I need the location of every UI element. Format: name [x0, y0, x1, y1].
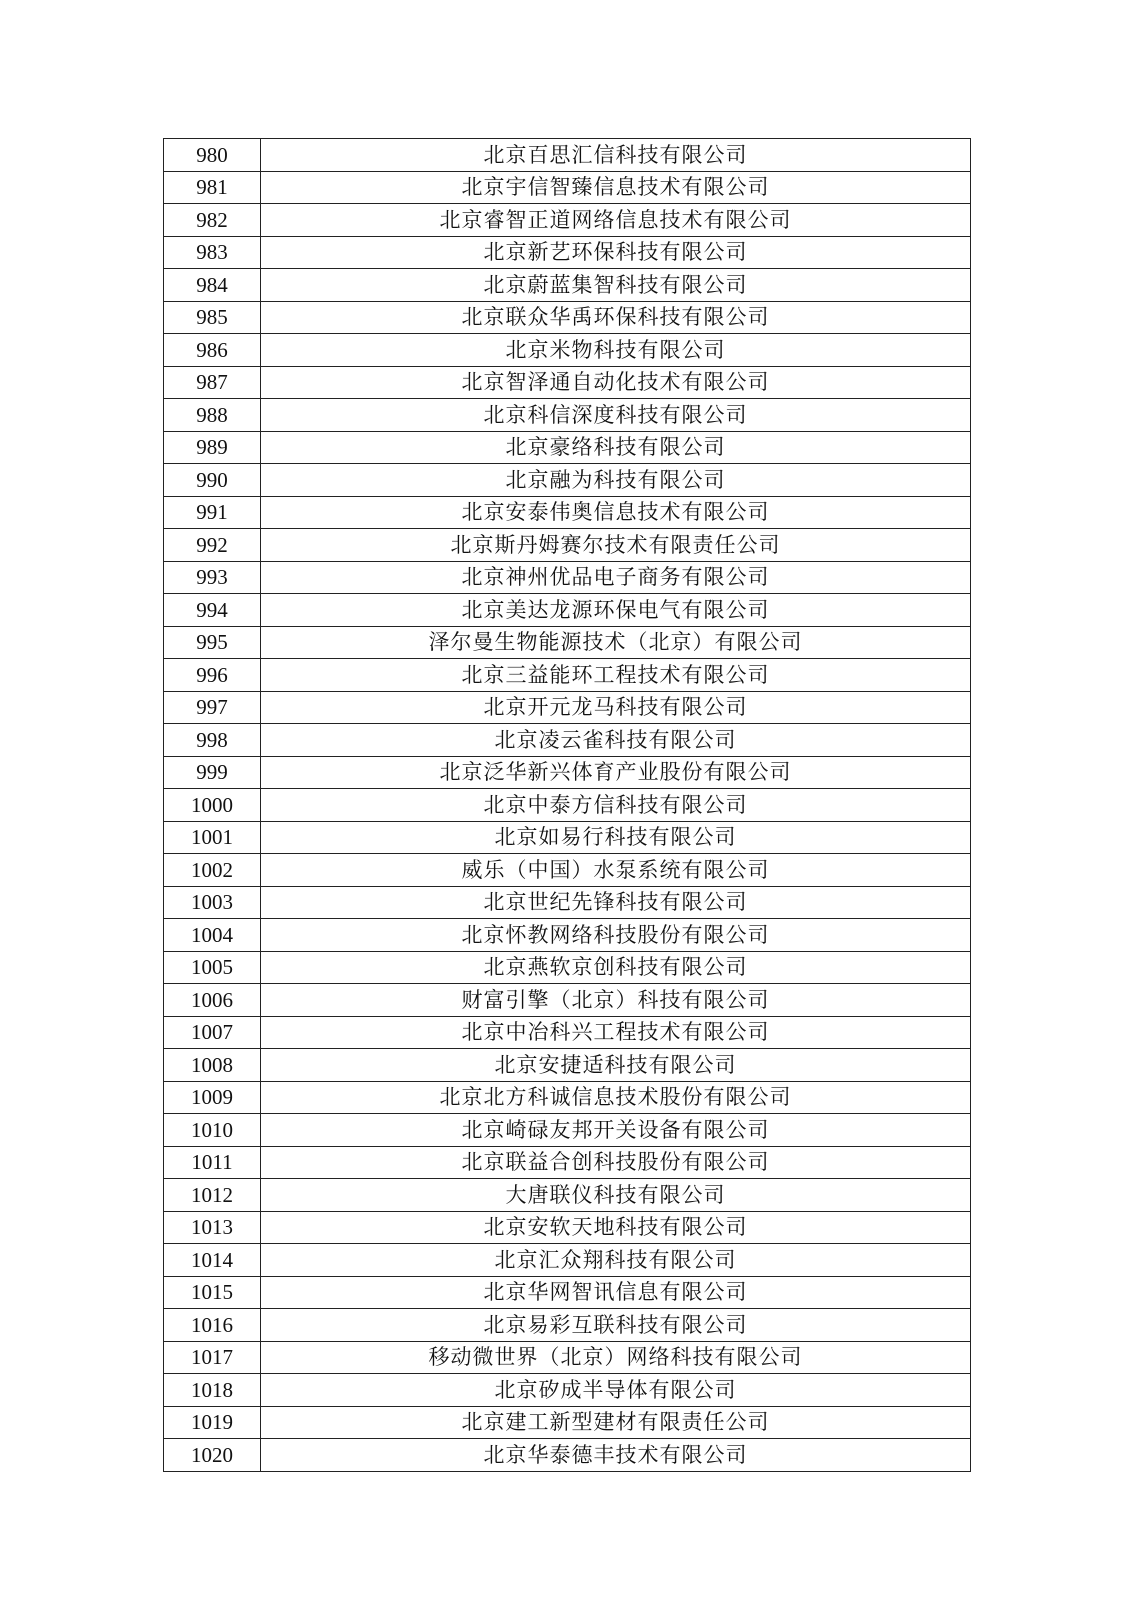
- row-number-cell: 983: [164, 236, 261, 269]
- company-name-cell: 北京美达龙源环保电气有限公司: [261, 594, 971, 627]
- company-name-cell: 北京华泰德丰技术有限公司: [261, 1439, 971, 1472]
- table-row: [164, 756, 971, 789]
- table-row: [164, 1146, 971, 1179]
- table-row: [164, 1016, 971, 1049]
- table-row: [164, 724, 971, 757]
- row-number-cell: 993: [164, 561, 261, 594]
- table-row: [164, 691, 971, 724]
- row-number-cell: 981: [164, 171, 261, 204]
- row-number-cell: 1001: [164, 821, 261, 854]
- row-number-cell: 1013: [164, 1211, 261, 1244]
- company-name-cell: 北京联益合创科技股份有限公司: [261, 1146, 971, 1179]
- company-name-cell: 北京开元龙马科技有限公司: [261, 691, 971, 724]
- table-row: [164, 334, 971, 367]
- company-name-cell: 北京世纪先锋科技有限公司: [261, 886, 971, 919]
- row-number-cell: 997: [164, 691, 261, 724]
- table-row: [164, 821, 971, 854]
- row-number-cell: 1002: [164, 854, 261, 887]
- row-number-cell: 1010: [164, 1114, 261, 1147]
- company-name-cell: 财富引擎（北京）科技有限公司: [261, 984, 971, 1017]
- table-row: [164, 984, 971, 1017]
- row-number-cell: 984: [164, 269, 261, 302]
- table-body: [164, 139, 971, 1472]
- row-number-cell: 1011: [164, 1146, 261, 1179]
- table-row: [164, 1406, 971, 1439]
- table-row: [164, 594, 971, 627]
- table-row: [164, 529, 971, 562]
- table-row: [164, 951, 971, 984]
- company-name-cell: 北京百思汇信科技有限公司: [261, 139, 971, 172]
- row-number-cell: 1007: [164, 1016, 261, 1049]
- table-row: [164, 1439, 971, 1472]
- company-name-cell: 北京易彩互联科技有限公司: [261, 1309, 971, 1342]
- table-row: [164, 431, 971, 464]
- row-number-cell: 1015: [164, 1276, 261, 1309]
- row-number-cell: 988: [164, 399, 261, 432]
- row-number-cell: 1020: [164, 1439, 261, 1472]
- table-row: [164, 789, 971, 822]
- row-number-cell: 992: [164, 529, 261, 562]
- table-row: [164, 1114, 971, 1147]
- table-row: [164, 496, 971, 529]
- company-name-cell: 北京中泰方信科技有限公司: [261, 789, 971, 822]
- company-name-cell: 北京安捷适科技有限公司: [261, 1049, 971, 1082]
- company-name-cell: 北京融为科技有限公司: [261, 464, 971, 497]
- company-name-cell: 北京智泽通自动化技术有限公司: [261, 366, 971, 399]
- table-row: [164, 659, 971, 692]
- row-number-cell: 1006: [164, 984, 261, 1017]
- row-number-cell: 986: [164, 334, 261, 367]
- table-row: [164, 1081, 971, 1114]
- row-number-cell: 1016: [164, 1309, 261, 1342]
- company-name-cell: 北京安软天地科技有限公司: [261, 1211, 971, 1244]
- company-name-cell: 北京崎碌友邦开关设备有限公司: [261, 1114, 971, 1147]
- company-name-cell: 北京如易行科技有限公司: [261, 821, 971, 854]
- company-name-cell: 北京三益能环工程技术有限公司: [261, 659, 971, 692]
- row-number-cell: 1009: [164, 1081, 261, 1114]
- company-name-cell: 北京豪络科技有限公司: [261, 431, 971, 464]
- row-number-cell: 1014: [164, 1244, 261, 1277]
- company-name-cell: 北京华网智讯信息有限公司: [261, 1276, 971, 1309]
- table-row: [164, 1276, 971, 1309]
- company-name-cell: 北京联众华禹环保科技有限公司: [261, 301, 971, 334]
- company-name-cell: 泽尔曼生物能源技术（北京）有限公司: [261, 626, 971, 659]
- company-name-cell: 北京矽成半导体有限公司: [261, 1374, 971, 1407]
- row-number-cell: 1019: [164, 1406, 261, 1439]
- table-row: [164, 1244, 971, 1277]
- row-number-cell: 994: [164, 594, 261, 627]
- table-row: [164, 139, 971, 172]
- company-name-cell: 大唐联仪科技有限公司: [261, 1179, 971, 1212]
- row-number-cell: 1012: [164, 1179, 261, 1212]
- company-name-cell: 北京泛华新兴体育产业股份有限公司: [261, 756, 971, 789]
- row-number-cell: 1005: [164, 951, 261, 984]
- row-number-cell: 991: [164, 496, 261, 529]
- company-name-cell: 北京蔚蓝集智科技有限公司: [261, 269, 971, 302]
- table-row: [164, 366, 971, 399]
- company-name-cell: 北京中冶科兴工程技术有限公司: [261, 1016, 971, 1049]
- row-number-cell: 989: [164, 431, 261, 464]
- table-row: [164, 399, 971, 432]
- table-row: [164, 1211, 971, 1244]
- company-name-cell: 北京北方科诚信息技术股份有限公司: [261, 1081, 971, 1114]
- row-number-cell: 1008: [164, 1049, 261, 1082]
- row-number-cell: 996: [164, 659, 261, 692]
- row-number-cell: 1017: [164, 1341, 261, 1374]
- table-row: [164, 919, 971, 952]
- company-name-cell: 北京怀教网络科技股份有限公司: [261, 919, 971, 952]
- table-row: [164, 1341, 971, 1374]
- row-number-cell: 985: [164, 301, 261, 334]
- company-name-cell: 北京米物科技有限公司: [261, 334, 971, 367]
- table-row: [164, 854, 971, 887]
- table-row: [164, 626, 971, 659]
- table-row: [164, 171, 971, 204]
- company-name-cell: 北京安泰伟奥信息技术有限公司: [261, 496, 971, 529]
- company-name-cell: 北京凌云雀科技有限公司: [261, 724, 971, 757]
- company-name-cell: 北京新艺环保科技有限公司: [261, 236, 971, 269]
- company-name-cell: 北京科信深度科技有限公司: [261, 399, 971, 432]
- table-row: [164, 1179, 971, 1212]
- table-row: [164, 204, 971, 237]
- company-list-table: [163, 138, 971, 1472]
- row-number-cell: 980: [164, 139, 261, 172]
- row-number-cell: 982: [164, 204, 261, 237]
- company-name-cell: 北京建工新型建材有限责任公司: [261, 1406, 971, 1439]
- row-number-cell: 995: [164, 626, 261, 659]
- company-name-cell: 北京宇信智臻信息技术有限公司: [261, 171, 971, 204]
- table-row: [164, 1309, 971, 1342]
- table-row: [164, 236, 971, 269]
- row-number-cell: 990: [164, 464, 261, 497]
- table-row: [164, 886, 971, 919]
- table-row: [164, 1049, 971, 1082]
- company-name-cell: 北京神州优品电子商务有限公司: [261, 561, 971, 594]
- row-number-cell: 1004: [164, 919, 261, 952]
- table-row: [164, 301, 971, 334]
- company-name-cell: 北京燕软京创科技有限公司: [261, 951, 971, 984]
- row-number-cell: 1018: [164, 1374, 261, 1407]
- table-row: [164, 561, 971, 594]
- company-name-cell: 移动微世界（北京）网络科技有限公司: [261, 1341, 971, 1374]
- company-name-cell: 威乐（中国）水泵系统有限公司: [261, 854, 971, 887]
- row-number-cell: 1000: [164, 789, 261, 822]
- row-number-cell: 1003: [164, 886, 261, 919]
- company-name-cell: 北京汇众翔科技有限公司: [261, 1244, 971, 1277]
- table-row: [164, 269, 971, 302]
- row-number-cell: 999: [164, 756, 261, 789]
- company-name-cell: 北京睿智正道网络信息技术有限公司: [261, 204, 971, 237]
- table-row: [164, 464, 971, 497]
- row-number-cell: 987: [164, 366, 261, 399]
- table-row: [164, 1374, 971, 1407]
- row-number-cell: 998: [164, 724, 261, 757]
- company-name-cell: 北京斯丹姆赛尔技术有限责任公司: [261, 529, 971, 562]
